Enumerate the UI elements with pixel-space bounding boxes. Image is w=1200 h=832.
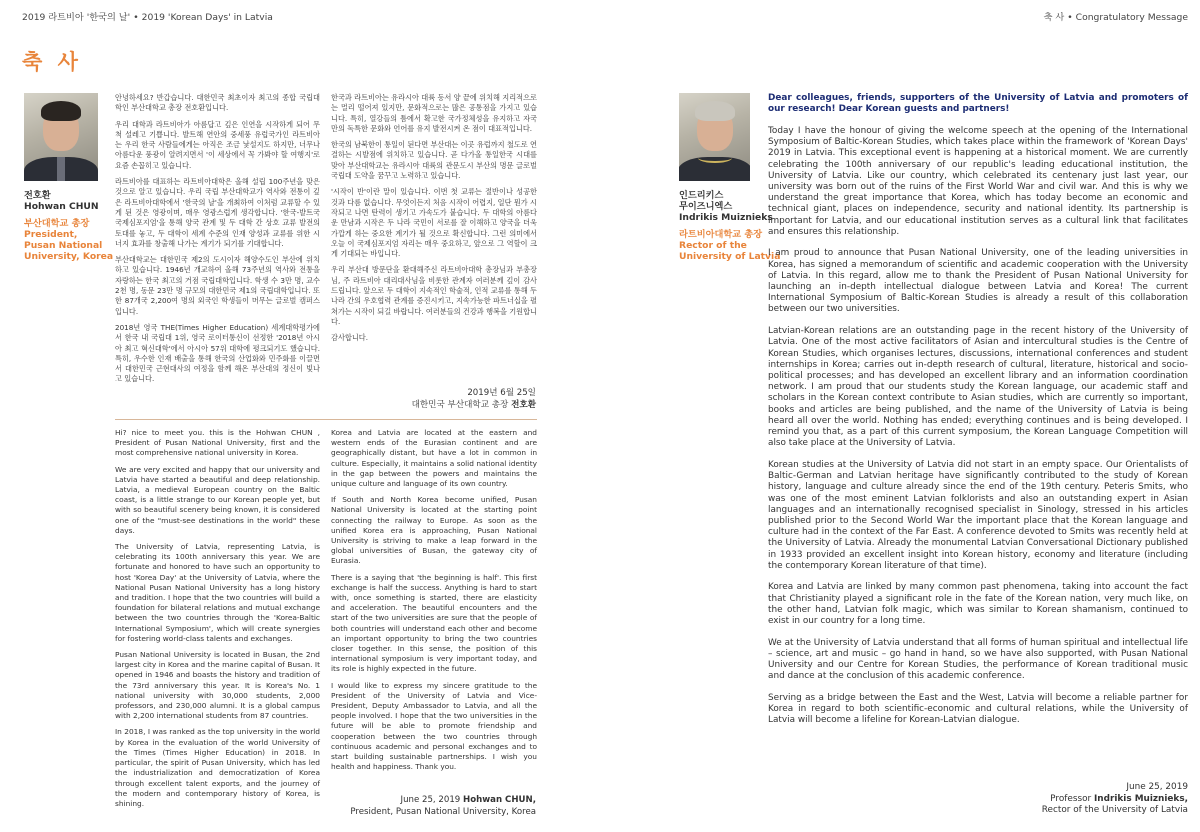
section-divider xyxy=(115,419,537,420)
right-name-en: Indrikis Muiznieks xyxy=(679,212,773,223)
english-signature-date: June 25, 2019 xyxy=(400,795,461,805)
korean-signature-org: 대한민국 부산대학교 총장 xyxy=(411,400,509,410)
english-column-2 xyxy=(331,428,537,779)
left-name-en: Hohwan CHUN xyxy=(24,201,99,212)
paragraph: 한국과 라트비아는 유라시아 대륙 동서 양 끝에 위치해 지리적으로는 멀리 떨어져 있지만, 문화적으로는 많은 공통점을 가지고 있습니다. 특히, 열강들의 틈에서 확고한 국가정체성을 유지하고 자국만의 독특한 문화와 언어를 유지 발전시켜 온 점이 대표적입니다. xyxy=(331,93,537,133)
paragraph: If South and North Korea become unified, Pusan National University is located at the starting point connecting the railway to Europe. As soon as the unified Korea era is approaching, Pusan National University is striving to make a leap forward in the global universities of Busan, the gateway city of Eurasia. xyxy=(331,495,537,566)
paragraph: Serving as a bridge between the East and the West, Latvia will become a reliable partner for Korea in regard to both scientific-economic and cultural relations, while the University of Latvia will become a lifeline for Korean-Latvian dialogue. xyxy=(768,693,1188,726)
paragraph: 감사합니다. xyxy=(331,333,369,343)
header-title-en: 2019 'Korean Days' in Latvia xyxy=(141,12,273,23)
header-separator: • xyxy=(133,12,139,23)
portrait-hohwan-chun xyxy=(24,93,98,181)
right-name-ko: 인드리키스 xyxy=(679,190,724,201)
left-title-en-1: President, xyxy=(24,229,78,240)
rector-message xyxy=(768,93,1188,737)
rector-signature xyxy=(1042,782,1188,817)
paragraph: We are very excited and happy that our university and Latvia have started a beautiful and deep relationship. Latvia, a medieval European country on the Baltic coast, is a little strange to our Korean people yet, but with so beautiful scenery being known, it is considered one of the "must-see destinations in the world" these days. xyxy=(115,464,320,535)
right-title-en-2: University of Latvia xyxy=(679,251,781,262)
korean-column-1 xyxy=(115,93,320,391)
english-signature-role: President, Pusan National University, Korea xyxy=(350,807,536,817)
left-title-en-2: Pusan National xyxy=(24,240,103,251)
header-year-ko: 2019 라트비아 '한국의 날' xyxy=(22,12,131,23)
right-name-ko-2: 무이즈니엑스 xyxy=(679,201,733,212)
rector-signature-role: Rector of the University of Latvia xyxy=(1041,805,1188,816)
paragraph: Korea and Latvia are linked by many common past phenomena, taking into account the fact that Christianity played a significant role in the fate of the Korean nation, very much like, on the other hand, Latvian folk magic, which was similar to Korean shamanism, continued to exist in our country for a long time. xyxy=(768,582,1188,627)
left-title-ko: 부산대학교 총장 xyxy=(24,218,90,229)
paragraph: The University of Latvia, representing Latvia, is celebrating its 100th anniversary this year. We are fortunate and honored to have such an opportunity to host 'Korea Day' at the University of Latvia, where the National Pusan National University has a long history and tradition. I hope that the two countries will build a foundation for bilateral relations and mutual exchange between the two countries through the 'Korea-Baltic International Symposium', which will create synergies for fostering world-class talents and exchanges. xyxy=(115,542,320,643)
english-column-1 xyxy=(115,428,320,815)
paragraph: Latvian-Korean relations are an outstanding page in the recent history of the University of Latvia. One of the most active facilitators of Asian and intercultural studies is the Centre of Korean Studies, which organises lectures, discussions, international conferences and student internships in Korea; carries out in-depth research of cultural, literature, historical and socio-political processes; and has developed an excellent library and an information coordination network. I am proud that our students study the Korean language, our academic staff and scholars in the Korean context contribute to Asian studies, which are currently so important, books and articles are being published, and the name of the University of Latvia is being heard all over the world. Nothing has ended; everything continues and is being developed. I remind you that, as a part of this current symposium, the Korean Language Competition will also take place at the University of Latvia. xyxy=(768,326,1188,449)
paragraph: '시작이 반'이란 말이 있습니다. 이번 첫 교류는 절반이나 성공한 것과 다름 없습니다. 무엇이든지 처음 시작이 어렵지, 일단 뭔가 시작되고 나면 탄력이 생기고 가속도가 붙습니다. 두 대학의 아름다운 만남과 시작은 두 나라 국민이 서로를 잘 이해하고 양국을 더욱 가깝게 하는 중요한 계기가 될 것으로 확신합니다. 그런 의미에서 오늘 이 국제심포지엄 자리는 매우 중요하고, 앞으로 그 역할이 크게 기대되는 바입니다. xyxy=(331,187,537,259)
rector-signature-date: June 25, 2019 xyxy=(1126,782,1188,792)
paragraph: 2018년 영국 THE(Times Higher Education) 세계대학평가에서 한국 내 국립대 1위, 영국 로이터통신이 선정한 '2018년 아시아 최고 혁신대학'에서 아시아 57위 대학에 평크되기도 했습니다. 특히, 우수한 인재 배출을 통해 한국의 산업화와 민주화를 이끌면서 대한민국 근현대사의 여정을 함께 해온 부산대의 정신이 빛나고 있습니다. xyxy=(115,322,320,384)
paragraph: 우리 부산대 방문단을 환대해주신 라트비아대학 총장님과 부총장님, 주 라트비아 대리대사님을 비롯한 관계자 여러분께 깊이 감사드립니다. 앞으로 두 대학이 지속적인 학술적, 인적 교류를 통해 두 나라 간의 우호협력 관계를 증진시키고, 지속가능한 파트너십을 펼쳐가는 시작이 되길 바랍니다. 여러분들의 건강과 행복을 기원합니다. xyxy=(331,265,537,326)
paragraph: 라트비아를 대표하는 라트비아대학은 올해 설립 100주년을 맞은 것으로 알고 있습니다. 우리 국립 부산대학교가 역사와 전통이 깊은 라트비아대학에서 '한국의 날'을 개최하여 이처럼 교류할 수 있게 된 것은 영광이며, 매우 영광스럽게 생각합니다. '한국-발트국 국제심포지엄'을 통해 양국 관계 및 두 대학 간 상호 교류 발전의 토대를 놓고, 두 대학이 세계 수준의 인재 양성과 교류를 위한 시너지 효과를 창출해 나가는 계기가 되기를 기대합니다. xyxy=(115,177,320,248)
korean-signature-date: 2019년 6월 25일 xyxy=(467,388,536,398)
right-person-info xyxy=(679,190,780,262)
korean-signature xyxy=(412,387,536,411)
paragraph: Hi? nice to meet you. this is the Hohwan CHUN , President of Pusan National University, first and the most comprehensive national university in Korea. xyxy=(115,428,320,458)
section-title: 축 사 xyxy=(22,50,82,74)
page-header-right xyxy=(1044,9,1188,23)
right-title-ko: 라트비아대학교 총장 xyxy=(679,229,763,240)
portrait-indrikis-muiznieks xyxy=(679,93,750,181)
korean-signature-name: 전호환 xyxy=(511,400,536,410)
paragraph: Korean studies at the University of Latvia did not start in an empty space. Our Orientalists of Baltic-German and Latvian heritage have significantly contributed to the study of Korean history, language and culture already since the end of the 19th century. Peteris Smits, who was one of the most eminent Latvian folklorists and also an outstanding expert in Asian languages and an internationally recognised specialist in Sinology, stressed in his articles published prior to the Second World War the important place that the Korean language and culture had in the context of the Far East. A conference devoted to Smits was recently held at the University of Latvia. Already the monumental Latvian Conversational Dictionary published in 1933 provided an excellent insight into Korean history, economy and literature (including the contemporary Korean literature of that time). xyxy=(768,459,1188,571)
paragraph: Pusan National University is located in Busan, the 2nd largest city in Korea and the marine capital of Busan. It opened in 1946 and boasts the history and tradition of the 73rd anniversary this year. It is Korea's No. 1 national university with 30,000 students, 2,000 professors, and 230,000 alumni. It is a global campus with 2,200 international students from 87 countries. xyxy=(115,650,320,721)
page-header-left xyxy=(22,9,273,23)
rector-signature-name: Indrikis Muiznieks, xyxy=(1093,793,1188,804)
greeting: Dear colleagues, friends, supporters of the University of Latvia and promoters of our research! Dear Korean guests and partners! xyxy=(768,93,1188,115)
right-title-en-1: Rector of the xyxy=(679,240,747,251)
rector-signature-prefix: Professor xyxy=(1050,793,1094,804)
paragraph: I would like to express my sincere gratitude to the President of the University of Latvia and Vice-President, Deputy Ambassador to Latvia, and all the people involved. I hope that the two universities in the future will be able to promote friendship and cooperation between the two countries through continuous academic and personal exchanges and to start building sustainable partnerships. I wish you health and happiness. Thank you. xyxy=(331,680,537,772)
paragraph: 한국의 남북한이 통일이 된다면 부산대는 이곳 유럽까지 철도로 연결하는 시발점에 위치하고 있습니다. 곧 다가올 통일한국 시대를 맞아 부산대학교는 유라시아 대륙의 관문도시 부산의 명문 글로벌 국립대 도약을 꿈꾸고 노력하고 있습니다. xyxy=(331,140,537,181)
left-person-info xyxy=(24,190,113,262)
paragraph: 안녕하세요? 반갑습니다. 대한민국 최초이자 최고의 종합 국립대학인 부산대학교 총장 전호환입니다. xyxy=(115,93,320,113)
header-separator-right: • xyxy=(1067,12,1073,23)
paragraph: We at the University of Latvia understand that all forms of human spiritual and intellectual life – science, art and music – go hand in hand, so we have also supported, with Pusan National University and our Centre for Korean Studies, the performance of Korean traditional music and dance at the conclusion of this academic conference. xyxy=(768,637,1188,682)
left-name-ko: 전호환 xyxy=(24,190,51,201)
paragraph: Today I have the honour of giving the welcome speech at the opening of the International Symposium of Baltic-Korean Studies, which takes place within the framework of 'Korean Days' 2019 in Latvia. This exceptional event is happening at a historical moment. We are currently celebrating the 100th anniversary of our republic's leading educational institution, the University of Latvia. Like our country, which celebrated its centenary just last year, our university was born out of the ruins of the First World War and civil war. And this is why we understand the great importance that Korea, which has today become an economic and technical giant, places on independence, security and national identity. Its partnership is important for Latvia, and our educational institution serves as a cultural link that facilitates and ensures this relationship. xyxy=(768,125,1188,237)
english-signature xyxy=(350,794,536,818)
paragraph: 우리 대학과 라트비아가 아름답고 깊은 인연을 시작하게 되어 무척 설레고 기쁩니다. 발트해 연안의 중세풍 유럽국가인 라트비아는 우리 한국 사람들에게는 아직은 조금 낯설지도 하지만, 너무나 아름다운 풍광이 알려지면서 '이 세상에서 꼭 가봐야 할 여행지'로 요즘 손꼽히고 있습니다. xyxy=(115,119,320,170)
paragraph: 부산대학교는 대한민국 제2의 도시이자 해양수도인 부산에 위치하고 있습니다. 1946년 개교하여 올해 73주년의 역사와 전통을 자랑하는 한국 최고의 거점 국립대학입니다. 학생 수 3만 명, 교수 2천 명, 동문 23만 명 규모의 대한민국 제1의 국립대학입니다. 또한 87개국 2,200여 명의 외국인 학생들이 머무는 글로벌 캠퍼스입니다. xyxy=(115,255,320,316)
paragraph: In 2018, I was ranked as the top university in the world by Korea in the evaluation of the world University of the Times (Times Higher Education) in 2018. In particular, the spirit of Pusan University, which has led the industrialization and democratization of Korea through excellent talent exports, and the journey of the modern and contemporary history of Korea, is shining. xyxy=(115,727,320,808)
paragraph: There is a saying that 'the beginning is half'. This first exchange is half the success. Anything is hard to start with, once something is started, there are elasticity and acceleration. The beautiful encounters and the start of the two universities are sure that the people of both countries will understand each other and become an important opportunity to bring the two countries closer together. In this sense, the position of this international symposium is very important today, and its role is highly expected in the future. xyxy=(331,572,537,674)
korean-column-2 xyxy=(331,93,537,350)
paragraph: Korea and Latvia are located at the eastern and western ends of the Eurasian continent and are geographically distant, but have a lot in common in culture. Especially, it maintains a solid national identity in the gap between the powers and maintains the unique culture and language of its own country. xyxy=(331,428,537,489)
left-title-en-3: University, Korea xyxy=(24,251,114,262)
header-section-en: Congratulatory Message xyxy=(1075,12,1188,23)
english-signature-name: Hohwan CHUN, xyxy=(463,795,536,805)
header-section-ko: 축 사 xyxy=(1043,12,1065,23)
paragraph: I am proud to announce that Pusan National University, one of the leading universities in Korea, has signed a memorandum of scientific and academic cooperation with the University of Latvia. In this regard, allow me to thank the President of Pusan National University for launching an in-depth intellectual dialogue between Latvia and Korea! The current International Symposium of Baltic-Korean Studies is already a result of this collaboration between our two universities. xyxy=(768,248,1188,315)
